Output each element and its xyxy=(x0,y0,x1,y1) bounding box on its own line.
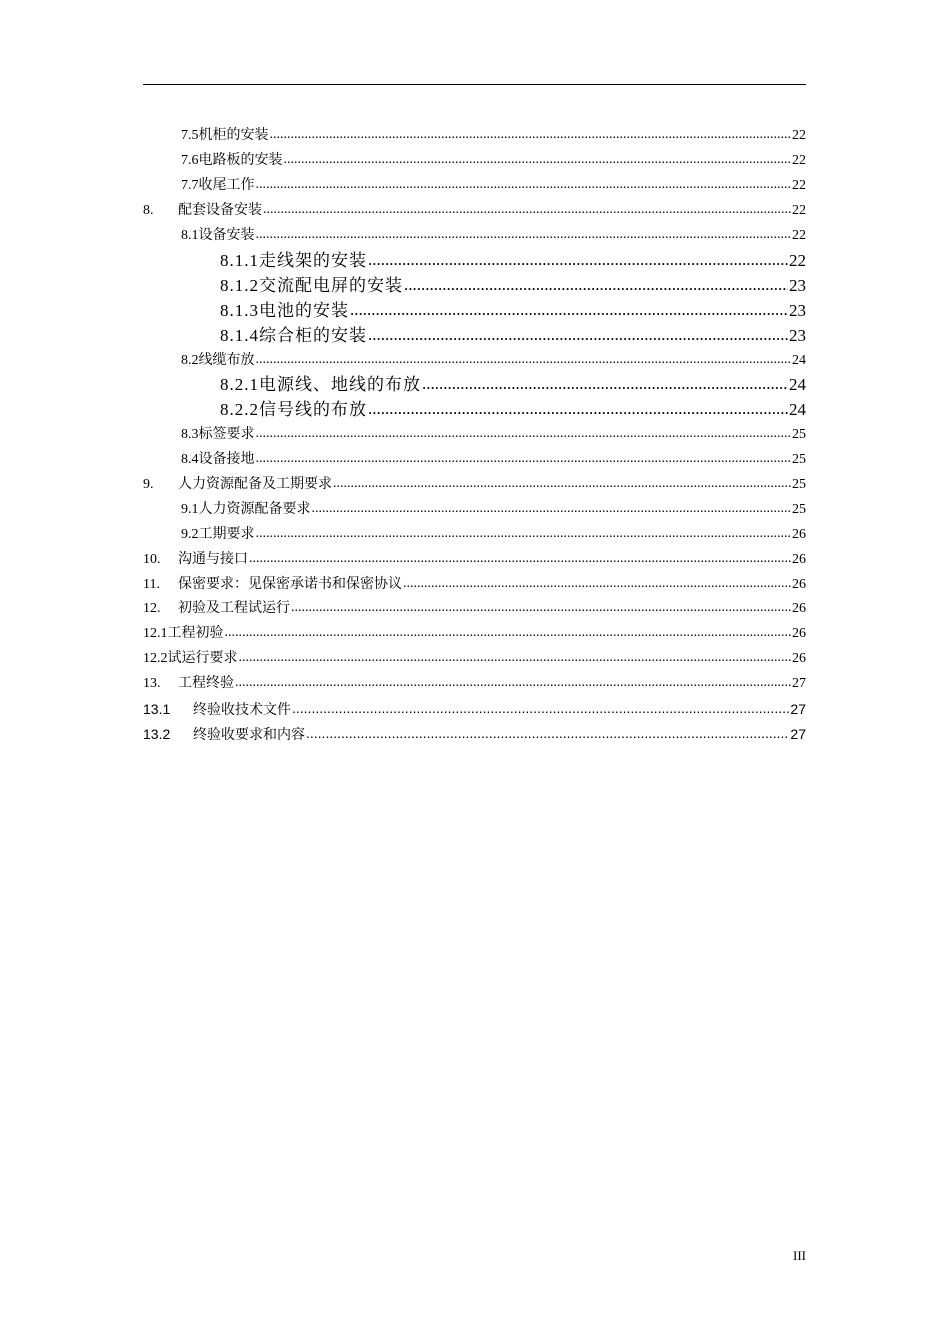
toc-number: 11. xyxy=(143,577,160,592)
toc-leader xyxy=(368,399,788,416)
toc-page: 24 xyxy=(789,400,806,419)
toc-title: 终验收要求和内容 xyxy=(193,726,305,742)
toc-number: 8.2.2 xyxy=(220,400,259,419)
toc-page: 25 xyxy=(792,477,806,492)
toc-leader xyxy=(256,176,792,190)
toc-title: 线缆布放 xyxy=(198,353,255,368)
toc-title: 电池的安装 xyxy=(259,301,349,320)
toc-title: 工期要求 xyxy=(198,527,255,542)
toc-page: 23 xyxy=(789,301,806,320)
toc-number: 8.1 xyxy=(181,228,199,243)
toc-leader xyxy=(306,724,789,738)
toc-number: 12.1 xyxy=(143,626,168,641)
toc-page: 27 xyxy=(790,726,806,742)
toc-number: 7.6 xyxy=(181,153,199,168)
toc-number: 13.2 xyxy=(143,726,171,742)
toc-entry-8-1-2[interactable] xyxy=(220,276,806,296)
toc-leader xyxy=(403,575,791,589)
toc-title: 保密要求：见保密承诺书和保密协议 xyxy=(178,577,402,592)
toc-number: 8.4 xyxy=(181,452,199,467)
toc-title: 初验及工程试运行 xyxy=(178,601,290,616)
toc-title: 交流配电屏的安装 xyxy=(259,276,403,295)
toc-page: 26 xyxy=(792,577,806,592)
header-rule xyxy=(143,84,806,85)
toc-title: 工程终验 xyxy=(178,676,234,691)
toc-title: 设备接地 xyxy=(198,452,255,467)
toc-entry-10[interactable] xyxy=(143,551,806,569)
toc-title: 人力资源配备要求 xyxy=(198,502,311,517)
toc-entry-13-2[interactable] xyxy=(143,725,806,743)
toc-leader xyxy=(404,275,788,292)
toc-page: 25 xyxy=(792,427,806,442)
toc-entry-8[interactable] xyxy=(143,202,806,220)
toc-page: 22 xyxy=(792,203,806,218)
toc-entry-8-4[interactable] xyxy=(181,451,806,469)
toc-page: 22 xyxy=(792,153,806,168)
toc-title: 电源线、地线的布放 xyxy=(259,375,421,394)
toc-title: 走线架的安装 xyxy=(259,251,367,270)
toc-title: 收尾工作 xyxy=(198,178,255,193)
toc-page: 24 xyxy=(789,375,806,394)
toc-title: 电路板的安装 xyxy=(198,153,283,168)
toc-number: 10. xyxy=(143,552,161,567)
toc-title: 标签要求 xyxy=(198,427,255,442)
toc-page: 26 xyxy=(792,626,806,641)
toc-leader xyxy=(235,674,791,688)
toc-page: 25 xyxy=(792,452,806,467)
footer-page-number: III xyxy=(793,1248,806,1263)
toc-leader xyxy=(270,126,792,140)
toc-leader xyxy=(256,226,792,240)
toc-page: 26 xyxy=(792,601,806,616)
toc-entry-9-1[interactable] xyxy=(181,501,806,519)
toc-leader xyxy=(256,525,792,539)
toc-entry-8-2-1[interactable] xyxy=(220,375,806,395)
toc-page: 24 xyxy=(792,353,806,368)
toc-page: 23 xyxy=(789,276,806,295)
toc-entry-12-2[interactable] xyxy=(143,650,806,668)
toc-title: 终验收技术文件 xyxy=(193,701,291,717)
toc-page: 26 xyxy=(792,651,806,666)
toc-entry-8-2-2[interactable] xyxy=(220,400,806,420)
toc-leader xyxy=(368,325,788,342)
toc-number: 9.2 xyxy=(181,527,199,542)
toc-entry-9-2[interactable] xyxy=(181,526,806,544)
toc-title: 信号线的布放 xyxy=(259,400,367,419)
toc-number: 9.1 xyxy=(181,502,199,517)
toc-leader xyxy=(256,351,792,365)
toc-title: 设备安装 xyxy=(198,228,255,243)
toc-number: 8.1.4 xyxy=(220,326,259,345)
toc-entry-12-1[interactable] xyxy=(143,625,806,643)
toc-number: 8.1.1 xyxy=(220,251,259,270)
toc-leader xyxy=(249,550,791,564)
toc-number: 8.2 xyxy=(181,353,199,368)
toc-number: 8.1.2 xyxy=(220,276,259,295)
toc-number: 7.5 xyxy=(181,128,199,143)
toc-page: 22 xyxy=(789,251,806,270)
toc-title: 综合柜的安装 xyxy=(259,326,367,345)
toc-leader xyxy=(291,599,791,613)
toc-leader xyxy=(292,699,789,713)
toc-page: 22 xyxy=(792,228,806,243)
toc-title: 试运行要求 xyxy=(167,651,238,666)
toc-entry-7-6[interactable] xyxy=(181,152,806,170)
toc-entry-8-1[interactable] xyxy=(181,227,806,245)
toc-number: 8.3 xyxy=(181,427,199,442)
toc-leader xyxy=(312,500,792,514)
toc-title: 机柜的安装 xyxy=(198,128,269,143)
toc-page: 23 xyxy=(789,326,806,345)
toc-title: 沟通与接口 xyxy=(178,552,248,567)
toc-title: 人力资源配备及工期要求 xyxy=(178,477,332,492)
toc-page: 27 xyxy=(792,676,806,691)
toc-entry-8-2[interactable] xyxy=(181,352,806,370)
toc-leader xyxy=(422,374,788,391)
toc-number: 13. xyxy=(143,676,161,691)
toc-entry-9[interactable] xyxy=(143,476,806,494)
toc-leader xyxy=(284,151,792,165)
toc-number: 8.2.1 xyxy=(220,375,259,394)
toc-entry-8-3[interactable] xyxy=(181,426,806,444)
toc-entry-12[interactable] xyxy=(143,600,806,618)
toc-entry-7-7[interactable] xyxy=(181,177,806,195)
toc-entry-8-1-1[interactable] xyxy=(220,251,806,271)
toc-leader xyxy=(239,649,792,663)
toc-page: 27 xyxy=(790,701,806,717)
toc-page: 25 xyxy=(792,502,806,517)
toc-number: 12.2 xyxy=(143,651,168,666)
toc-entry-7-5[interactable] xyxy=(181,127,806,145)
toc-entry-13[interactable] xyxy=(143,675,806,693)
toc-leader xyxy=(256,425,792,439)
toc-leader xyxy=(256,450,792,464)
toc-page: 22 xyxy=(792,178,806,193)
toc-entry-13-1[interactable] xyxy=(143,700,806,718)
toc-number: 8.1.3 xyxy=(220,301,259,320)
toc-entry-8-1-3[interactable] xyxy=(220,301,806,321)
toc-leader xyxy=(350,300,788,317)
toc-leader xyxy=(368,250,788,267)
toc-entry-11[interactable] xyxy=(143,576,806,594)
toc-number: 8. xyxy=(143,203,154,218)
toc-page: 22 xyxy=(792,128,806,143)
toc-leader xyxy=(263,201,791,215)
toc-number: 9. xyxy=(143,477,154,492)
toc-page: 26 xyxy=(792,527,806,542)
toc-leader xyxy=(225,624,792,638)
toc-page: 26 xyxy=(792,552,806,567)
toc-number: 12. xyxy=(143,601,161,616)
toc-entry-8-1-4[interactable] xyxy=(220,326,806,346)
toc-title: 工程初验 xyxy=(167,626,224,641)
toc-number: 13.1 xyxy=(143,701,171,717)
toc-title: 配套设备安装 xyxy=(178,203,262,218)
toc-leader xyxy=(333,475,791,489)
toc-number: 7.7 xyxy=(181,178,199,193)
